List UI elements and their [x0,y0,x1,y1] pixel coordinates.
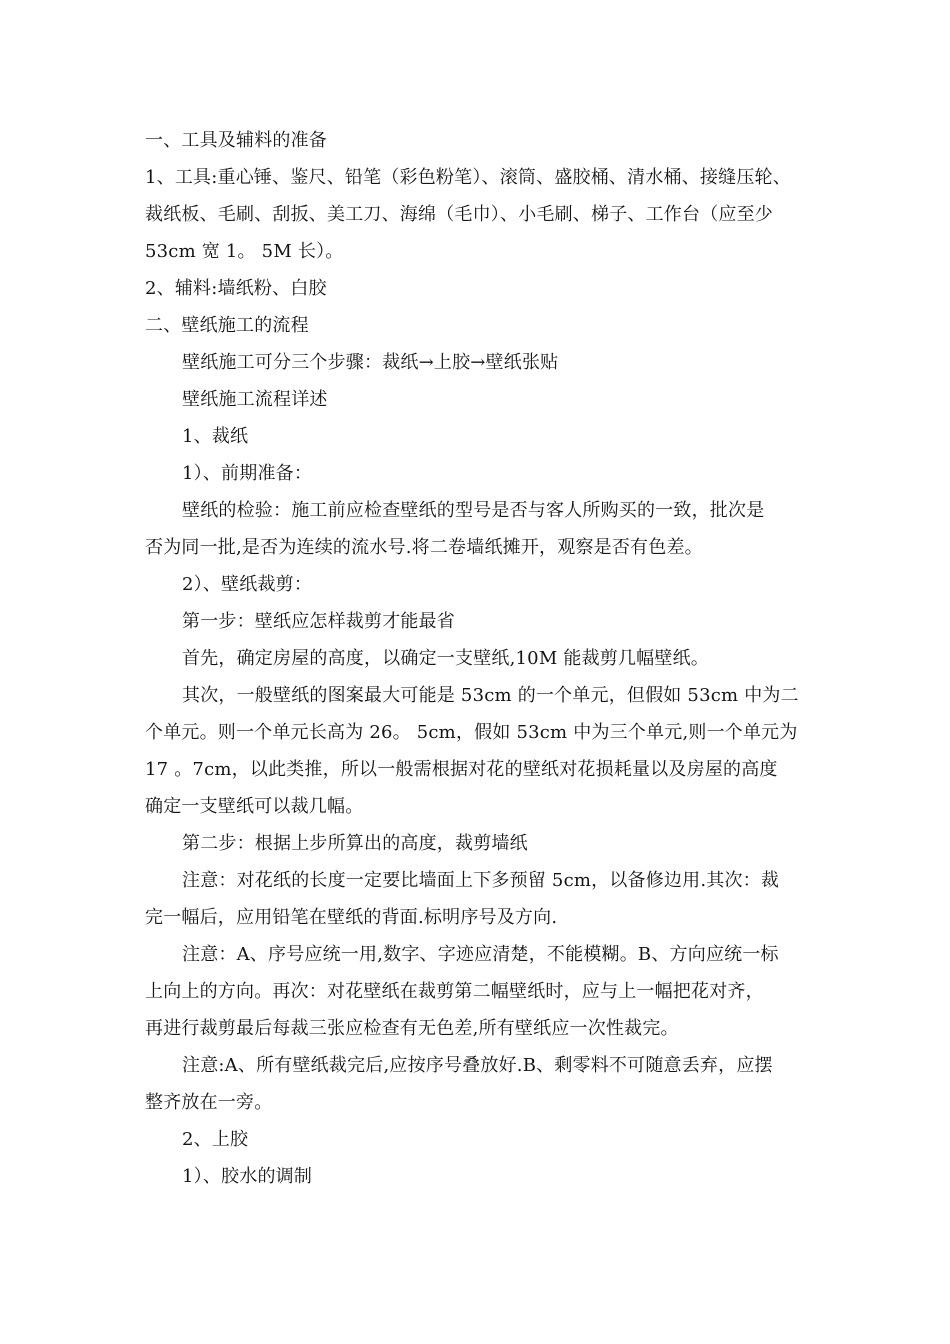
text-line: 再进行裁剪最后每裁三张应检查有无色差,所有壁纸应一次性裁完。 [145,1018,679,1039]
text-line: 壁纸施工流程详述 [182,389,328,410]
text-line: 其次，一般壁纸的图案最大可能是 53cm 的一个单元，但假如 53cm 中为二 [182,685,799,706]
text-line: 1）、胶水的调制 [182,1166,313,1187]
text-line: 确定一支壁纸可以裁几幅。 [145,796,364,817]
text-line: 注意：A、序号应统一用,数字、字迹应清楚，不能模糊。B、方向应统一标 [182,944,779,965]
text-line: 2、上胶 [182,1129,249,1150]
text-line: 壁纸施工可分三个步骤：裁纸→上胶→壁纸张贴 [182,352,559,373]
text-line: 壁纸的检验：施工前应检查壁纸的型号是否与客人所购买的一致，批次是 [182,500,765,521]
text-line: 注意：对花纸的长度一定要比墙面上下多预留 5cm，以备修边用.其次：裁 [182,870,780,891]
text-line: 完一幅后，应用铅笔在壁纸的背面.标明序号及方向. [145,907,558,928]
text-line: 1）、前期准备： [182,463,313,484]
text-line: 2、辅料:墙纸粉、白胶 [145,278,327,299]
text-line: 17 。7cm，以此类推，所以一般需根据对花的壁纸对花损耗量以及房屋的高度 [145,759,778,780]
text-line: 注意:A、所有壁纸裁完后,应按序号叠放好.B、剩零料不可随意丢弃，应摆 [182,1055,773,1076]
text-line: 否为同一批,是否为连续的流水号.将二卷墙纸摊开，观察是否有色差。 [145,537,703,558]
text-line: 个单元。则一个单元长高为 26。 5cm，假如 53cm 中为三个单元,则一个单元为 [145,722,798,743]
text-line: 二、壁纸施工的流程 [145,315,309,336]
text-line: 裁纸板、毛刷、刮扳、美工刀、海绵（毛巾）、小毛刷、梯子、工作台（应至少 [145,204,773,225]
text-line: 1、裁纸 [182,426,249,447]
document-body [145,122,817,1195]
text-line: 第二步：根据上步所算出的高度，裁剪墙纸 [182,833,528,854]
text-line: 一、工具及辅料的准备 [145,130,327,151]
text-line: 2）、壁纸裁剪： [182,574,313,595]
text-line: 第一步：壁纸应怎样裁剪才能最省 [182,611,455,632]
text-line: 首先，确定房屋的高度，以确定一支壁纸,10M 能裁剪几幅壁纸。 [182,648,709,669]
text-line: 整齐放在一旁。 [145,1092,273,1113]
text-line: 1、工具:重心锤、鉴尺、铅笔（彩色粉笔）、滚筒、盛胶桶、清水桶、接缝压轮、 [145,167,791,188]
text-line: 53cm 宽 1。 5M 长）。 [145,241,344,262]
text-line: 上向上的方向。再次：对花壁纸在裁剪第二幅壁纸时，应与上一幅把花对齐， [145,981,764,1002]
